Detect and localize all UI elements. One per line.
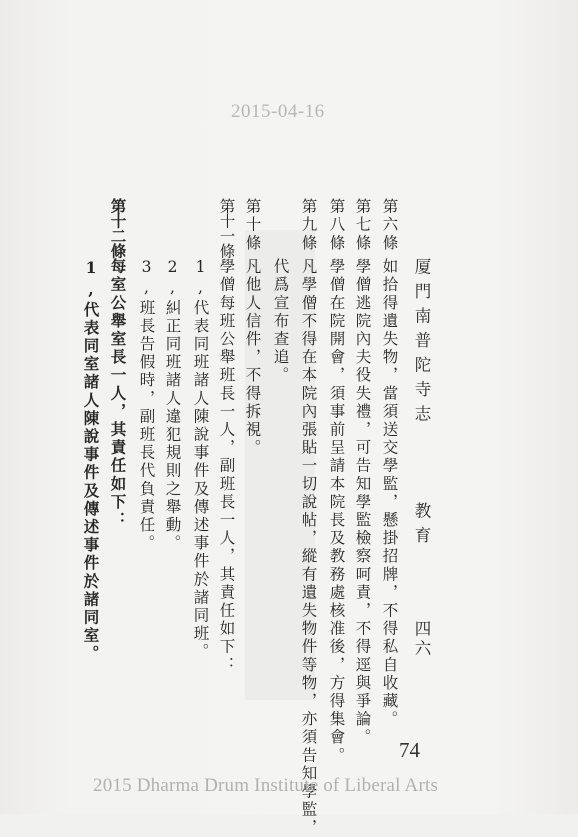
article-9-label: 第九條: [299, 198, 318, 253]
article-6-text: 如拾得遺失物，當須送交學監，懸掛招牌，不得私自收藏。: [380, 258, 399, 729]
article-6-label: 第六條: [380, 198, 399, 253]
article-8-label: 第八條: [327, 198, 346, 253]
article-11-item-3: 3,班長告假時，副班長代負責任。: [137, 258, 156, 553]
article-8-text: 學僧在院開會，須事前呈請本院長及教務處核准後，方得集會。: [327, 258, 346, 765]
article-7-text: 學僧逃院內夫役失禮，可告知學監檢察呵責，不得逕與爭論。: [353, 258, 372, 747]
chinese-page-number: 四六: [412, 620, 431, 659]
article-11-item-2: 2,糾正同班諸人違犯規則之舉動。: [163, 258, 182, 553]
article-10-label: 第十條: [243, 198, 262, 253]
article-7-label: 第七條: [353, 198, 372, 253]
section-title: 教育: [412, 502, 431, 551]
article-10-text: 凡他人信件，不得拆視。: [243, 258, 262, 458]
date-stamp: 2015-04-16: [231, 101, 325, 122]
article-11-text: 學僧每班公舉班長一人，副班長一人，其責任如下：: [217, 258, 236, 675]
article-12-text: 每室公舉室長一人，其責任如下：: [108, 258, 128, 530]
watermark: 2015 Dharma Drum Institute of Liberal Arts: [93, 775, 439, 796]
article-11-item-1: 1,代表同班諸人陳說事件及傳述事件於諸同班。: [191, 258, 210, 662]
article-12-item-1: 1,代表同室諸人陳說事件及傳述事件於諸同室。: [81, 258, 101, 664]
article-11-label: 第十一條: [217, 198, 236, 258]
book-title: 厦門南普陀寺志: [412, 258, 431, 430]
article-9-continuation: 代爲宣布查追。: [271, 258, 290, 385]
article-9-text: 凡學僧不得在本院內張貼一切說帖，縱有遺失物件等物，亦須告知學監，: [299, 258, 318, 837]
page-number: 74: [399, 738, 420, 762]
article-12-label: 第十二條: [108, 198, 128, 258]
